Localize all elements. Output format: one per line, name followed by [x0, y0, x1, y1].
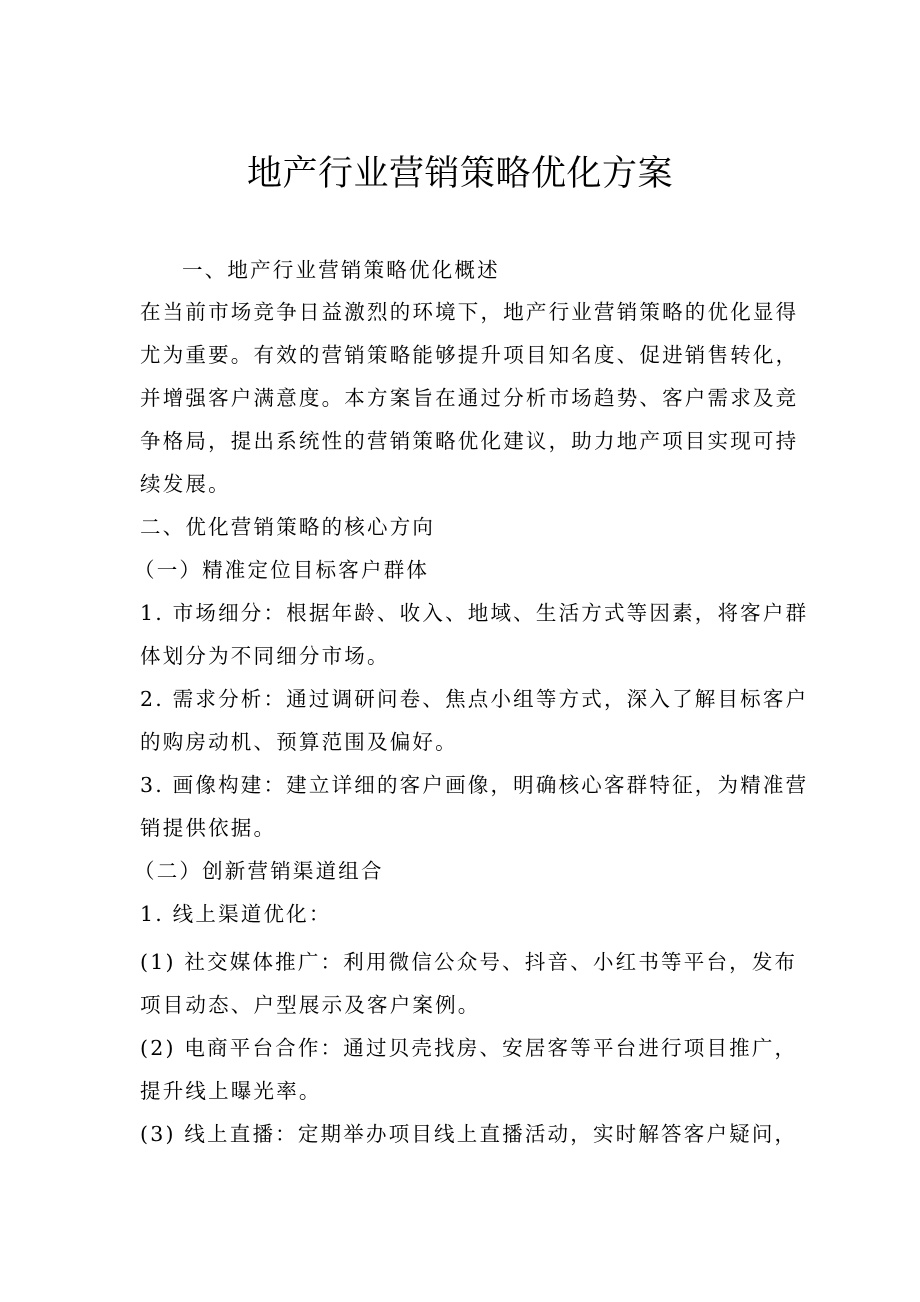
list-item-line: 3. 画像构建：建立详细的客户画像，明确核心客群特征，为精准营: [140, 773, 809, 797]
subsection-heading-marketing-channels: （二）创新营销渠道组合: [134, 859, 384, 883]
list-item-line: 的购房动机、预算范围及偏好。: [140, 730, 458, 754]
paragraph-line: 尤为重要。有效的营销策略能够提升项目知名度、促进销售转化，: [140, 343, 799, 367]
section-heading-overview: 一、地产行业营销策略优化概述: [182, 258, 500, 282]
sub-list-item-line: 项目动态、户型展示及客户案例。: [140, 993, 481, 1017]
list-item-line: 体划分为不同细分市场。: [140, 644, 390, 668]
list-item-line: 2. 需求分析：通过调研问卷、焦点小组等方式，深入了解目标客户: [140, 687, 809, 711]
sub-list-item-line: (3) 线上直播：定期举办项目线上直播活动，实时解答客户疑问，: [140, 1122, 798, 1146]
sub-list-item-line: 提升线上曝光率。: [140, 1079, 322, 1103]
list-item-line: 销提供依据。: [140, 816, 277, 840]
list-item-line: 1. 线上渠道优化：: [140, 902, 332, 926]
list-item-line: 1. 市场细分：根据年龄、收入、地域、生活方式等因素，将客户群: [140, 601, 809, 625]
paragraph-line: 争格局，提出系统性的营销策略优化建议，助力地产项目实现可持: [140, 429, 799, 453]
paragraph-line: 并增强客户满意度。本方案旨在通过分析市场趋势、客户需求及竞: [140, 386, 799, 410]
sub-list-item-line: (1) 社交媒体推广：利用微信公众号、抖音、小红书等平台，发布: [140, 950, 798, 974]
subsection-heading-target-customers: （一）精准定位目标客户群体: [134, 558, 430, 582]
paragraph-line: 在当前市场竞争日益激烈的环境下，地产行业营销策略的优化显得: [140, 300, 799, 324]
section-heading-core-directions: 二、优化营销策略的核心方向: [140, 515, 436, 539]
document-title: 地产行业营销策略优化方案: [246, 154, 673, 194]
sub-list-item-line: (2) 电商平台合作：通过贝壳找房、安居客等平台进行项目推广，: [140, 1036, 798, 1060]
paragraph-line: 续发展。: [140, 472, 231, 496]
